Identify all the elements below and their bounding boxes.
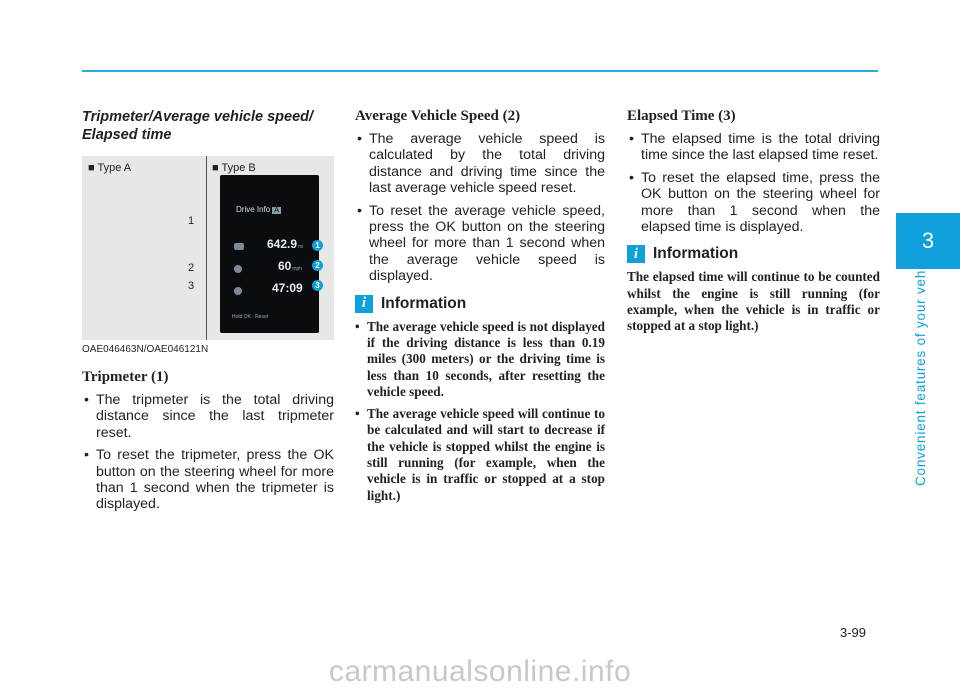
tripmeter-bullets — [82, 392, 334, 513]
speed-icon — [234, 265, 242, 273]
column-3 — [627, 108, 880, 335]
info-header — [627, 245, 880, 263]
tripmeter-heading: Tripmeter (1) — [82, 369, 169, 385]
display-title: Drive Info A — [236, 205, 279, 214]
chapter-number-tab: 3 — [896, 213, 960, 269]
average-speed-bullets — [355, 131, 605, 285]
header-rule — [82, 70, 878, 72]
average-speed-value: 60mph — [278, 259, 303, 273]
display-footer: Hold OK : Reset — [232, 314, 269, 320]
elapsed-time-value: 47:09 — [272, 281, 303, 295]
tripmeter-value: 642.9mi — [267, 237, 304, 251]
display-title-tag: A — [274, 207, 279, 214]
odometer-icon — [234, 243, 244, 250]
cluster-figure — [82, 156, 334, 340]
callout-1: 1 — [312, 240, 323, 251]
info-header — [355, 295, 605, 313]
list-item: • To reset the elapsed time, press the OK button on the steering wheel for more than 1 second when the elapsed time is displayed. — [627, 170, 880, 236]
info-icon: i — [627, 245, 645, 263]
type-a-label-3: 3 — [188, 280, 195, 292]
type-b-label: ■ Type B — [212, 162, 256, 174]
callout-2: 2 — [312, 260, 323, 271]
info-text: The elapsed time will continue to be counted whilst the engine is still running (for example, when the vehicle is in traffic or stopped at a stop light.) — [627, 269, 880, 334]
type-a-label: ■ Type A — [88, 162, 132, 174]
watermark: carmanualsonline.info — [328, 655, 632, 688]
elapsed-time-bullets — [627, 131, 880, 235]
list-item: • The tripmeter is the total driving distance since the last tripmeter reset. — [82, 392, 334, 441]
list-item: • The average vehicle speed is not displayed if the driving distance is less than 0.19 miles (300 meters) or the driving time is less than 10 seconds, after resetting the vehicle speed. — [355, 319, 605, 400]
info-title: Information — [653, 245, 739, 263]
clock-icon — [234, 287, 242, 295]
average-speed-heading: Average Vehicle Speed (2) — [355, 108, 521, 124]
column-2 — [355, 108, 605, 510]
info-title: Information — [381, 294, 467, 312]
figure-caption: OAE046463N/OAE046121N — [82, 344, 209, 355]
elapsed-time-heading: Elapsed Time (3) — [627, 108, 736, 124]
info-icon: i — [355, 295, 373, 313]
list-item: • The elapsed time is the total driving time since the last elapsed time reset. — [627, 131, 880, 164]
list-item: • To reset the average vehicle speed, press the OK button on the steering wheel for more than 1 second when the average vehicle speed is displayed. — [355, 203, 605, 285]
list-item: • The average vehicle speed will continue to be calculated and will start to decrease if the vehicle is stopped whilst the engine is still running (for example, when the vehicle is in traffic or stopped at a stop light.) — [355, 406, 605, 504]
chapter-title: Convenient features of your vehicle — [913, 246, 928, 486]
list-item: • The average vehicle speed is calculated by the total driving distance and driving time since the last average vehicle speed reset. — [355, 131, 605, 197]
page-number: 3-99 — [840, 625, 867, 640]
callout-3: 3 — [312, 280, 323, 291]
type-a-label-1: 1 — [188, 215, 195, 227]
info-list — [355, 319, 605, 504]
column-1 — [82, 108, 334, 519]
cluster-display — [220, 175, 319, 333]
list-item: • To reset the tripmeter, press the OK button on the steering wheel for more than 1 second when the tripmeter is displayed. — [82, 447, 334, 513]
figure-divider — [206, 156, 207, 340]
section-heading: Tripmeter/Average vehicle speed/ Elapsed time — [82, 109, 314, 143]
type-a-label-2: 2 — [188, 262, 195, 274]
